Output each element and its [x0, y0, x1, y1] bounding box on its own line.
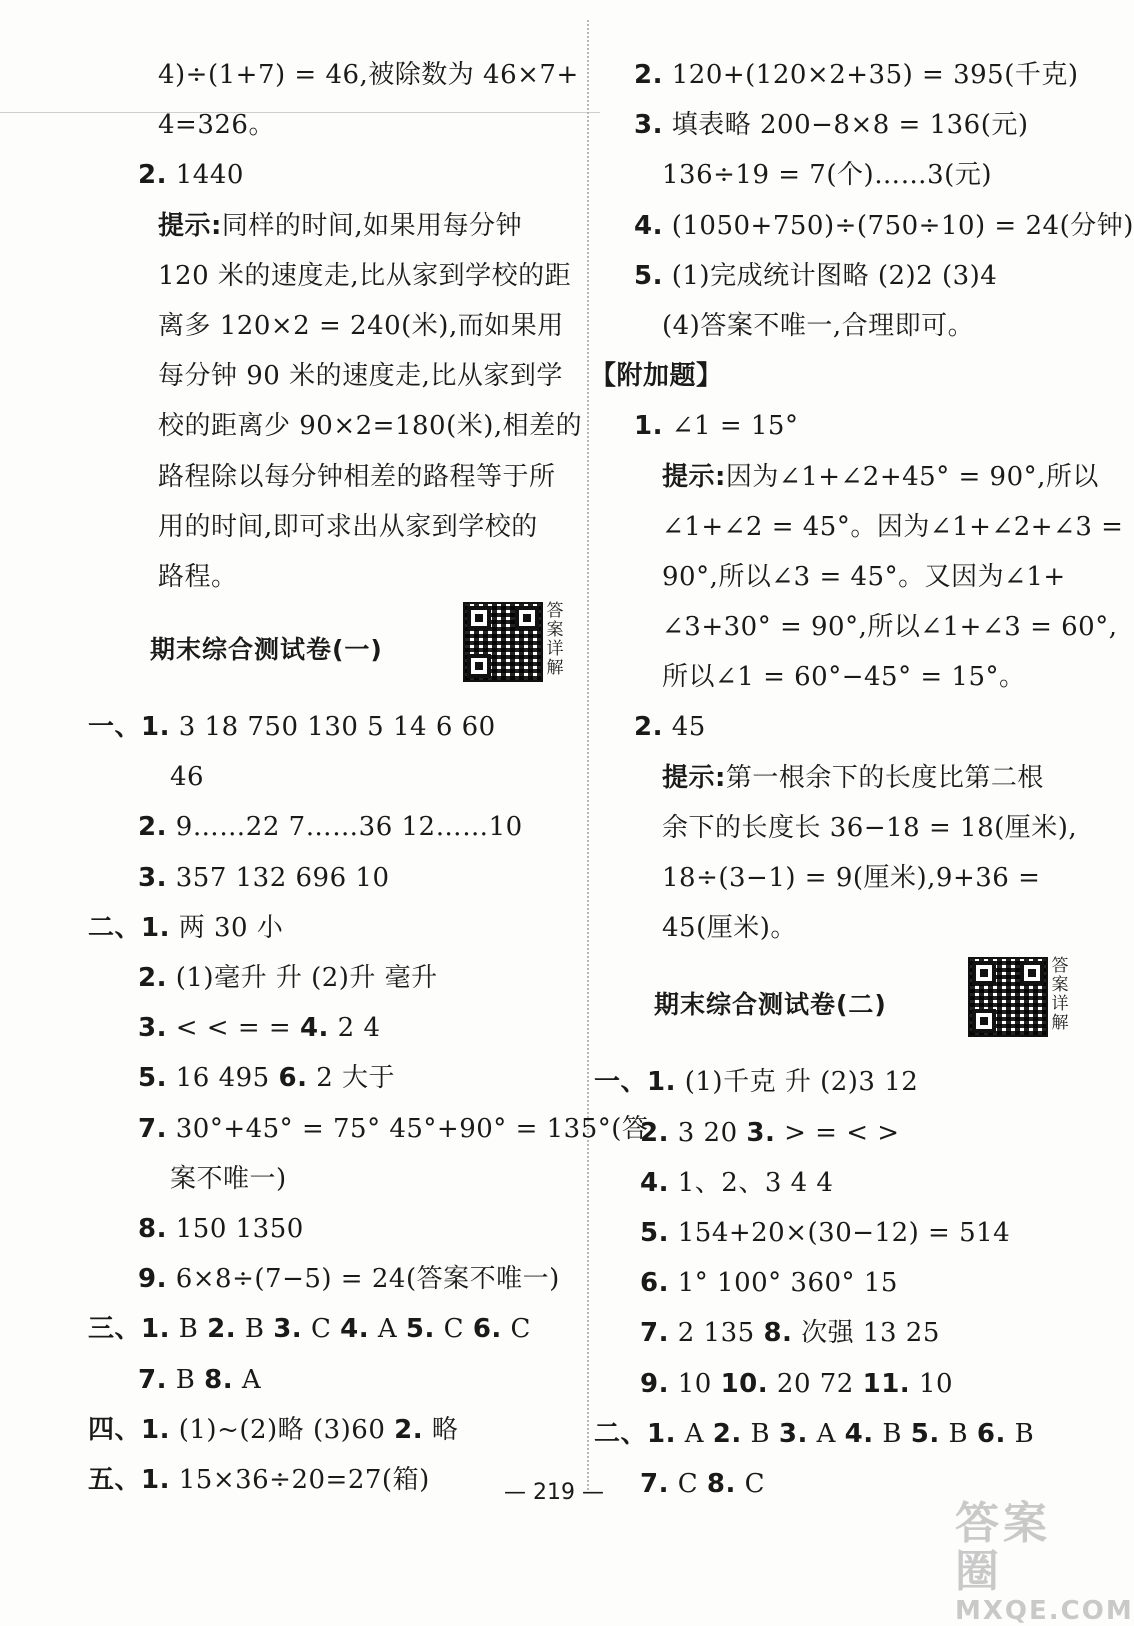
answer-line: 4. 1、2、3 4 4 [640, 1167, 834, 1198]
answer-line: 3. 357 132 696 10 [138, 862, 390, 893]
answer-line: 7. B 8. A [138, 1364, 262, 1395]
answer-line: 二、1. A 2. B 3. A 4. B 5. B 6. B [594, 1418, 1035, 1449]
answer-line: 2. 9……22 7……36 12……10 [138, 812, 523, 843]
answer-line: 2. 120+(120×2+35) = 395(千克) [634, 60, 1079, 90]
watermark-logo: 答案圈 MXQE.COM [955, 1498, 1134, 1626]
text-line: 90°,所以∠3 = 45°。又因为∠1+ [662, 561, 1066, 592]
section-header [100, 602, 578, 702]
text-line: 用的时间,即可求出从家到学校的 [158, 511, 538, 542]
text-line: 余下的长度长 36−18 = 18(厘米), [662, 812, 1078, 843]
text-line: 4)÷(1+7) = 46,被除数为 46×7+ [158, 60, 579, 90]
section-header [620, 957, 1090, 1057]
text-line: ∠3+30° = 90°,所以∠1+∠3 = 60°, [662, 612, 1118, 643]
answer-line: 2. 45 [634, 712, 706, 743]
answer-line: 3. < < = = 4. 2 4 [138, 1013, 381, 1044]
answer-line: 3. 填表略 200−8×8 = 136(元) [634, 110, 1029, 141]
answer-line: 6. 1° 100° 360° 15 [640, 1268, 898, 1299]
answer-line: 7. 2 135 8. 次强 13 25 [640, 1318, 940, 1349]
qr-code-icon[interactable] [968, 957, 1048, 1037]
answer-line: 一、1. 3 18 750 130 5 14 6 60 [88, 712, 496, 743]
answer-line: 8. 150 1350 [138, 1213, 304, 1244]
answer-line: 5. 154+20×(30−12) = 514 [640, 1217, 1011, 1248]
text-line: 每分钟 90 米的速度走,比从家到学 [158, 361, 563, 392]
answer-line: 一、1. (1)千克 升 (2)3 12 [594, 1067, 919, 1098]
answer-line: 5. (1)完成统计图略 (2)2 (3)4 [634, 260, 998, 291]
answer-line: 2. (1)毫升 升 (2)升 毫升 [138, 963, 438, 993]
qr-code-icon[interactable] [463, 602, 543, 682]
section-title: 期末综合测试卷(一) [150, 635, 383, 665]
answer-line: 9. 6×8÷(7−5) = 24(答案不唯一) [138, 1264, 560, 1295]
answer-line: 二、1. 两 30 小 [88, 912, 284, 943]
text-line: 120 米的速度走,比从家到学校的距 [158, 260, 572, 291]
answer-line: 案不唯一) [170, 1163, 287, 1194]
qr-label: 答案详解 [546, 601, 564, 679]
text-line: 所以∠1 = 60°−45° = 15°。 [662, 662, 1026, 693]
section-title: 期末综合测试卷(二) [654, 990, 887, 1020]
text-line: (4)答案不唯一,合理即可。 [662, 310, 975, 341]
answer-line: 7. 30°+45° = 75° 45°+90° = 135°(答 [138, 1113, 649, 1144]
answer-line: 2. 1440 [138, 160, 244, 191]
column-divider [587, 20, 589, 1490]
answer-line: 46 [170, 762, 205, 793]
left-column [88, 50, 649, 1505]
page-number: — 219 — [504, 1480, 604, 1505]
text-line: 离多 120×2 = 240(米),而如果用 [158, 310, 564, 341]
hint-line: 提示:因为∠1+∠2+45° = 90°,所以 [662, 461, 1099, 492]
answer-line: 1. ∠1 = 15° [634, 411, 799, 442]
answer-line: 2. 3 20 3. > = < > [640, 1117, 900, 1148]
text-line: 45(厘米)。 [662, 913, 797, 944]
answer-line: 5. 16 495 6. 2 大于 [138, 1063, 396, 1094]
qr-label: 答案详解 [1051, 956, 1069, 1034]
text-line: ∠1+∠2 = 45°。因为∠1+∠2+∠3 = [662, 511, 1124, 542]
text-line: 18÷(3−1) = 9(厘米),9+36 = [662, 863, 1041, 893]
text-line: 校的距离少 90×2=180(米),相差的 [158, 411, 583, 442]
text-line: 路程除以每分钟相差的路程等于所 [158, 461, 556, 492]
answer-line: 9. 10 10. 20 72 11. 10 [640, 1368, 954, 1399]
answer-line: 三、1. B 2. B 3. C 4. A 5. C 6. C [88, 1314, 531, 1345]
hint-line: 提示:第一根余下的长度比第二根 [662, 762, 1044, 793]
answer-line: 7. C 8. C [640, 1468, 766, 1499]
answer-line: 4. (1050+750)÷(750÷10) = 24(分钟) [634, 210, 1134, 241]
text-line: 4=326。 [158, 110, 275, 141]
answer-line: 五、1. 15×36÷20=27(箱) [88, 1464, 430, 1495]
answer-line: 四、1. (1)~(2)略 (3)60 2. 略 [88, 1414, 459, 1445]
hint-line: 提示:同样的时间,如果用每分钟 [158, 210, 523, 241]
text-line: 路程。 [158, 561, 238, 592]
text-line: 136÷19 = 7(个)……3(元) [662, 160, 992, 191]
right-column [590, 50, 1134, 1509]
extra-questions-heading: 【附加题】 [590, 361, 723, 392]
